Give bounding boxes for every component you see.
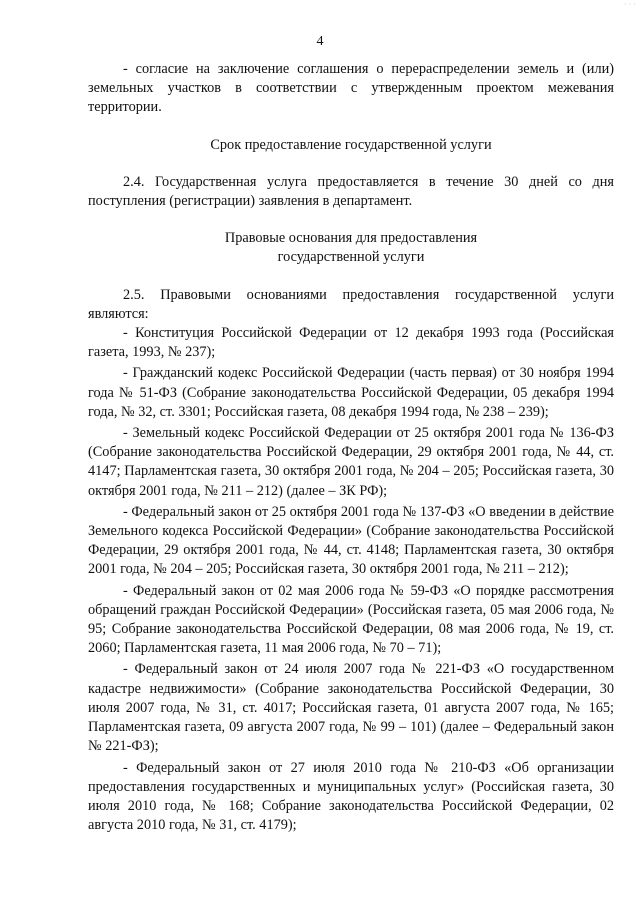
document-body xyxy=(88,60,614,837)
page-number: 4 xyxy=(316,34,324,49)
legal-item-civil-code: - Гражданский кодекс Российской Федерации (часть первая) от 30 ноября 1994 года № 51-ФЗ (Собрание законодательства Российской Федерации, 05 декабря 1994 года, № 32, ст. 3301; Российская газета, 08 декабря 1994 года, № 238 – 239); xyxy=(88,365,614,420)
legal-item-constitution: - Конституция Российской Федерации от 12 декабря 1993 года (Российская газета, 1993, № 237); xyxy=(88,325,614,361)
legal-item-law-210: - Федеральный закон от 27 июля 2010 года № 210-ФЗ «Об организации предоставления государственных и муниципальных услуг» (Российская газета, 30 июля 2010 года, № 168; Собрание законодательства Российской Федерации, 02 августа 2010 года, № 31, ст. 4179); xyxy=(88,759,614,834)
section-heading-term: Срок предоставление государственной услуги xyxy=(210,136,492,153)
paragraph-2-5: 2.5. Правовыми основаниями предоставления государственной услуги являются: xyxy=(88,286,614,322)
legal-item-law-221: - Федеральный закон от 24 июля 2007 года № 221-ФЗ «О государственном кадастре недвижимости» (Собрание законодательства Российской Федерации, 30 июля 2007 года, № 31, ст. 4017; Российская газета, 01 августа 2007 года, № 165; Парламентская газета, 09 августа 2007 года, № 99 – 101) (далее – Федеральный закон № 221-ФЗ); xyxy=(88,661,614,755)
legal-item-law-137: - Федеральный закон от 25 октября 2001 года № 137-ФЗ «О введении в действие Земельного кодекса Российской Федерации» (Собрание законодательства Российской Федерации, 29 октября 2001 года, № 44, ст. 4148; Парламентская газета, 30 октября 2001 года, № 204 – 205; Российская газета, 30 октября 2001 года, № 211 – 212); xyxy=(88,503,614,578)
intro-paragraph: - согласие на заключение соглашения о перераспределении земель и (или) земельных участков в соответствии с утвержденным проектом межевания территории. xyxy=(88,61,614,116)
corner-mark: · · · xyxy=(624,0,636,9)
legal-item-law-59: - Федеральный закон от 02 мая 2006 года № 59-ФЗ «О порядке рассмотрения обращений граждан Российской Федерации» (Российская газета, 05 мая 2006 года, № 95; Собрание законодательства Российской Федерации, 08 мая 2006 года, № 19, ст. 2060; Парламентская газета, 11 мая 2006 года, № 70 – 71); xyxy=(88,582,614,657)
legal-item-land-code: - Земельный кодекс Российской Федерации от 25 октября 2001 года № 136-ФЗ (Собрание законодательства Российской Федерации, 29 октября 2001 года, № 44, ст. 4147; Парламентская газета, 30 октября 2001 года, № 204 – 205; Российская газета, 30 октября 2001 года, № 211 – 212) (далее – ЗК РФ); xyxy=(88,425,614,499)
section-heading-legal-line1: Правовые основания для предоставления xyxy=(224,230,478,247)
section-heading-legal-line2: государственной услуги xyxy=(277,249,425,266)
paragraph-2-4: 2.4. Государственная услуга предоставляется в течение 30 дней со дня поступления (регистрации) заявления в департамент. xyxy=(88,173,614,210)
